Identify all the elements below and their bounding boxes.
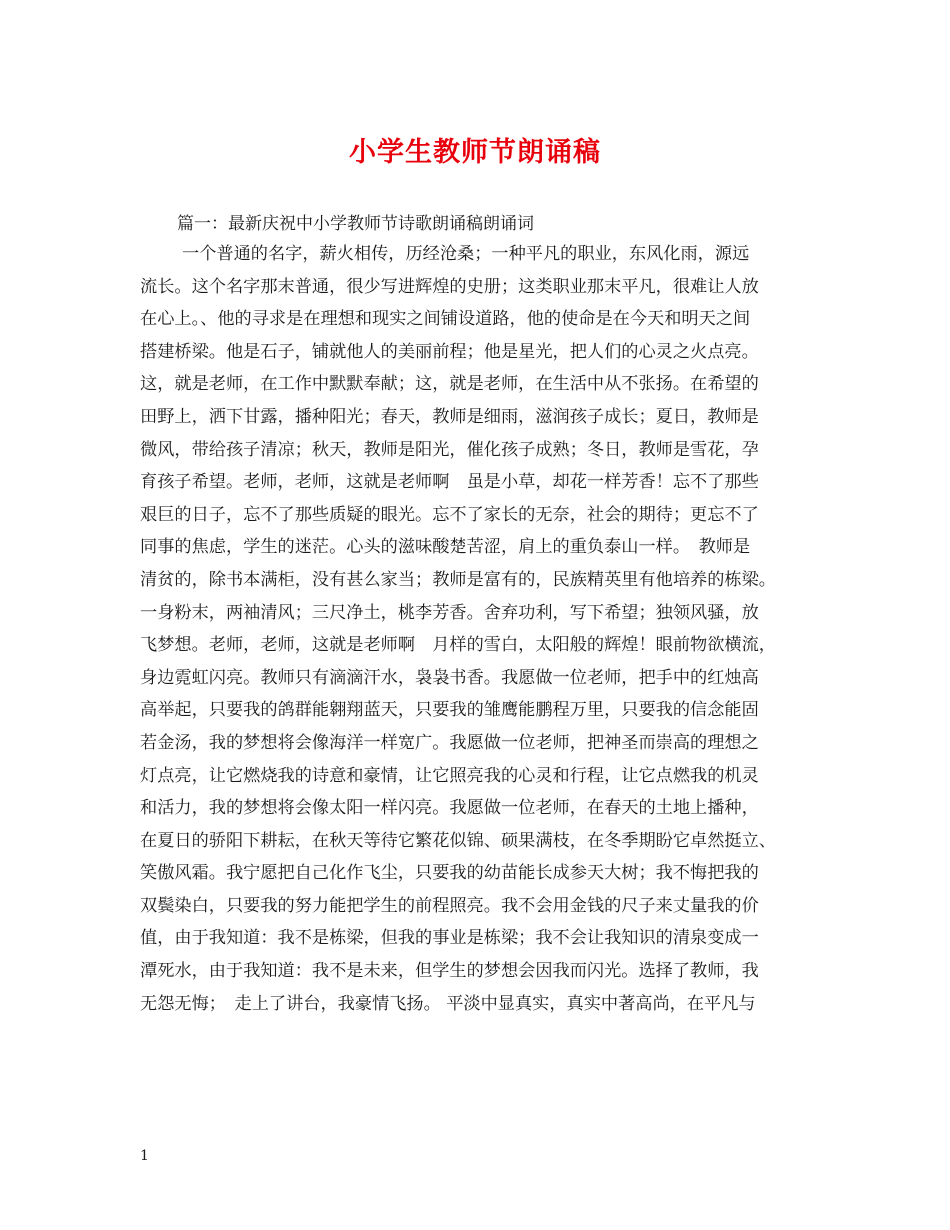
text-line: 流长。这个名字那末普通，很少写进辉煌的史册；这类职业那末平凡，很难让人放	[140, 276, 759, 297]
text-line: 和活力，我的梦想将会像太阳一样闪亮。我愿做一位老师，在春天的土地上播种，	[140, 798, 759, 819]
text-line: 在心上。、他的寻求是在理想和现实之间铺设道路，他的使命是在今天和明天之间	[140, 309, 751, 330]
body-text	[140, 238, 840, 1020]
text-line: 微风，带给孩子清凉；秋天，教师是阳光，催化孩子成熟；冬日，教师是雪花，孕	[140, 439, 759, 460]
text-line: 艰巨的日子，忘不了那些质疑的眼光。忘不了家长的无奈，社会的期待；更忘不了	[140, 504, 759, 525]
text-line: 若金汤，我的梦想将会像海洋一样宽广。我愿做一位老师，把神圣而崇高的理想之	[140, 732, 759, 753]
text-line: 飞梦想。老师，老师，这就是老师啊 月样的雪白，太阳般的辉煌！眼前物欲横流，	[140, 635, 776, 656]
text-line: 育孩子希望。老师，老师，这就是老师啊 虽是小草，却花一样芳香！忘不了那些	[140, 472, 759, 493]
text-line: 一身粉末，两袖清风；三尺净土，桃李芳香。舍弃功利，写下希望；独领风骚，放	[140, 602, 759, 623]
text-line: 搭建桥梁。他是石子，铺就他人的美丽前程；他是星光，把人们的心灵之火点亮。	[140, 341, 759, 362]
text-line: 灯点亮，让它燃烧我的诗意和豪情，让它照亮我的心灵和行程，让它点燃我的机灵	[140, 765, 759, 786]
text-line: 值，由于我知道：我不是栋梁，但我的事业是栋梁；我不会让我知识的清泉变成一	[140, 928, 759, 949]
text-line: 高举起，只要我的鸽群能翱翔蓝天，只要我的雏鹰能鹏程万里，只要我的信念能固	[140, 700, 759, 721]
section-heading: 篇一：最新庆祝中小学教师节诗歌朗诵稿朗诵词	[177, 214, 534, 234]
text-line: 同事的焦虑，学生的迷茫。心头的滋味酸楚苦涩，肩上的重负泰山一样。 教师是	[140, 537, 751, 558]
text-line: 无怨无悔； 走上了讲台，我豪情飞扬。 平淡中显真实，真实中著高尚，在平凡与	[140, 993, 756, 1014]
text-line: 双鬓染白，只要我的努力能把学生的前程照亮。我不会用金钱的尺子来丈量我的价	[140, 895, 759, 916]
text-line: 身边霓虹闪亮。教师只有滴滴汗水，袅袅书香。我愿做一位老师，把手中的红烛高	[140, 667, 759, 688]
page-title: 小学生教师节朗诵稿	[349, 137, 601, 168]
page-number: 1	[140, 1148, 149, 1164]
text-line: 在夏日的骄阳下耕耘，在秋天等待它繁花似锦、硕果满枝，在冬季期盼它卓然挺立、	[140, 830, 776, 851]
text-line: 一个普通的名字，薪火相传，历经沧桑；一种平凡的职业，东风化雨，源远	[182, 244, 750, 264]
text-line: 这，就是老师，在工作中默默奉献；这，就是老师，在生活中从不张扬。在希望的	[140, 374, 759, 395]
text-line: 清贫的，除书本满柜，没有甚么家当；教师是富有的，民族精英里有他培养的栋梁。	[140, 569, 776, 590]
text-line: 田野上，洒下甘露，播种阳光；春天，教师是细雨，滋润孩子成长；夏日，教师是	[140, 406, 759, 427]
text-line: 笑傲风霜。我宁愿把自己化作飞尘，只要我的幼苗能长成参天大树；我不悔把我的	[140, 863, 759, 884]
text-line: 潭死水，由于我知道：我不是未来，但学生的梦想会因我而闪光。选择了教师，我	[140, 961, 759, 982]
